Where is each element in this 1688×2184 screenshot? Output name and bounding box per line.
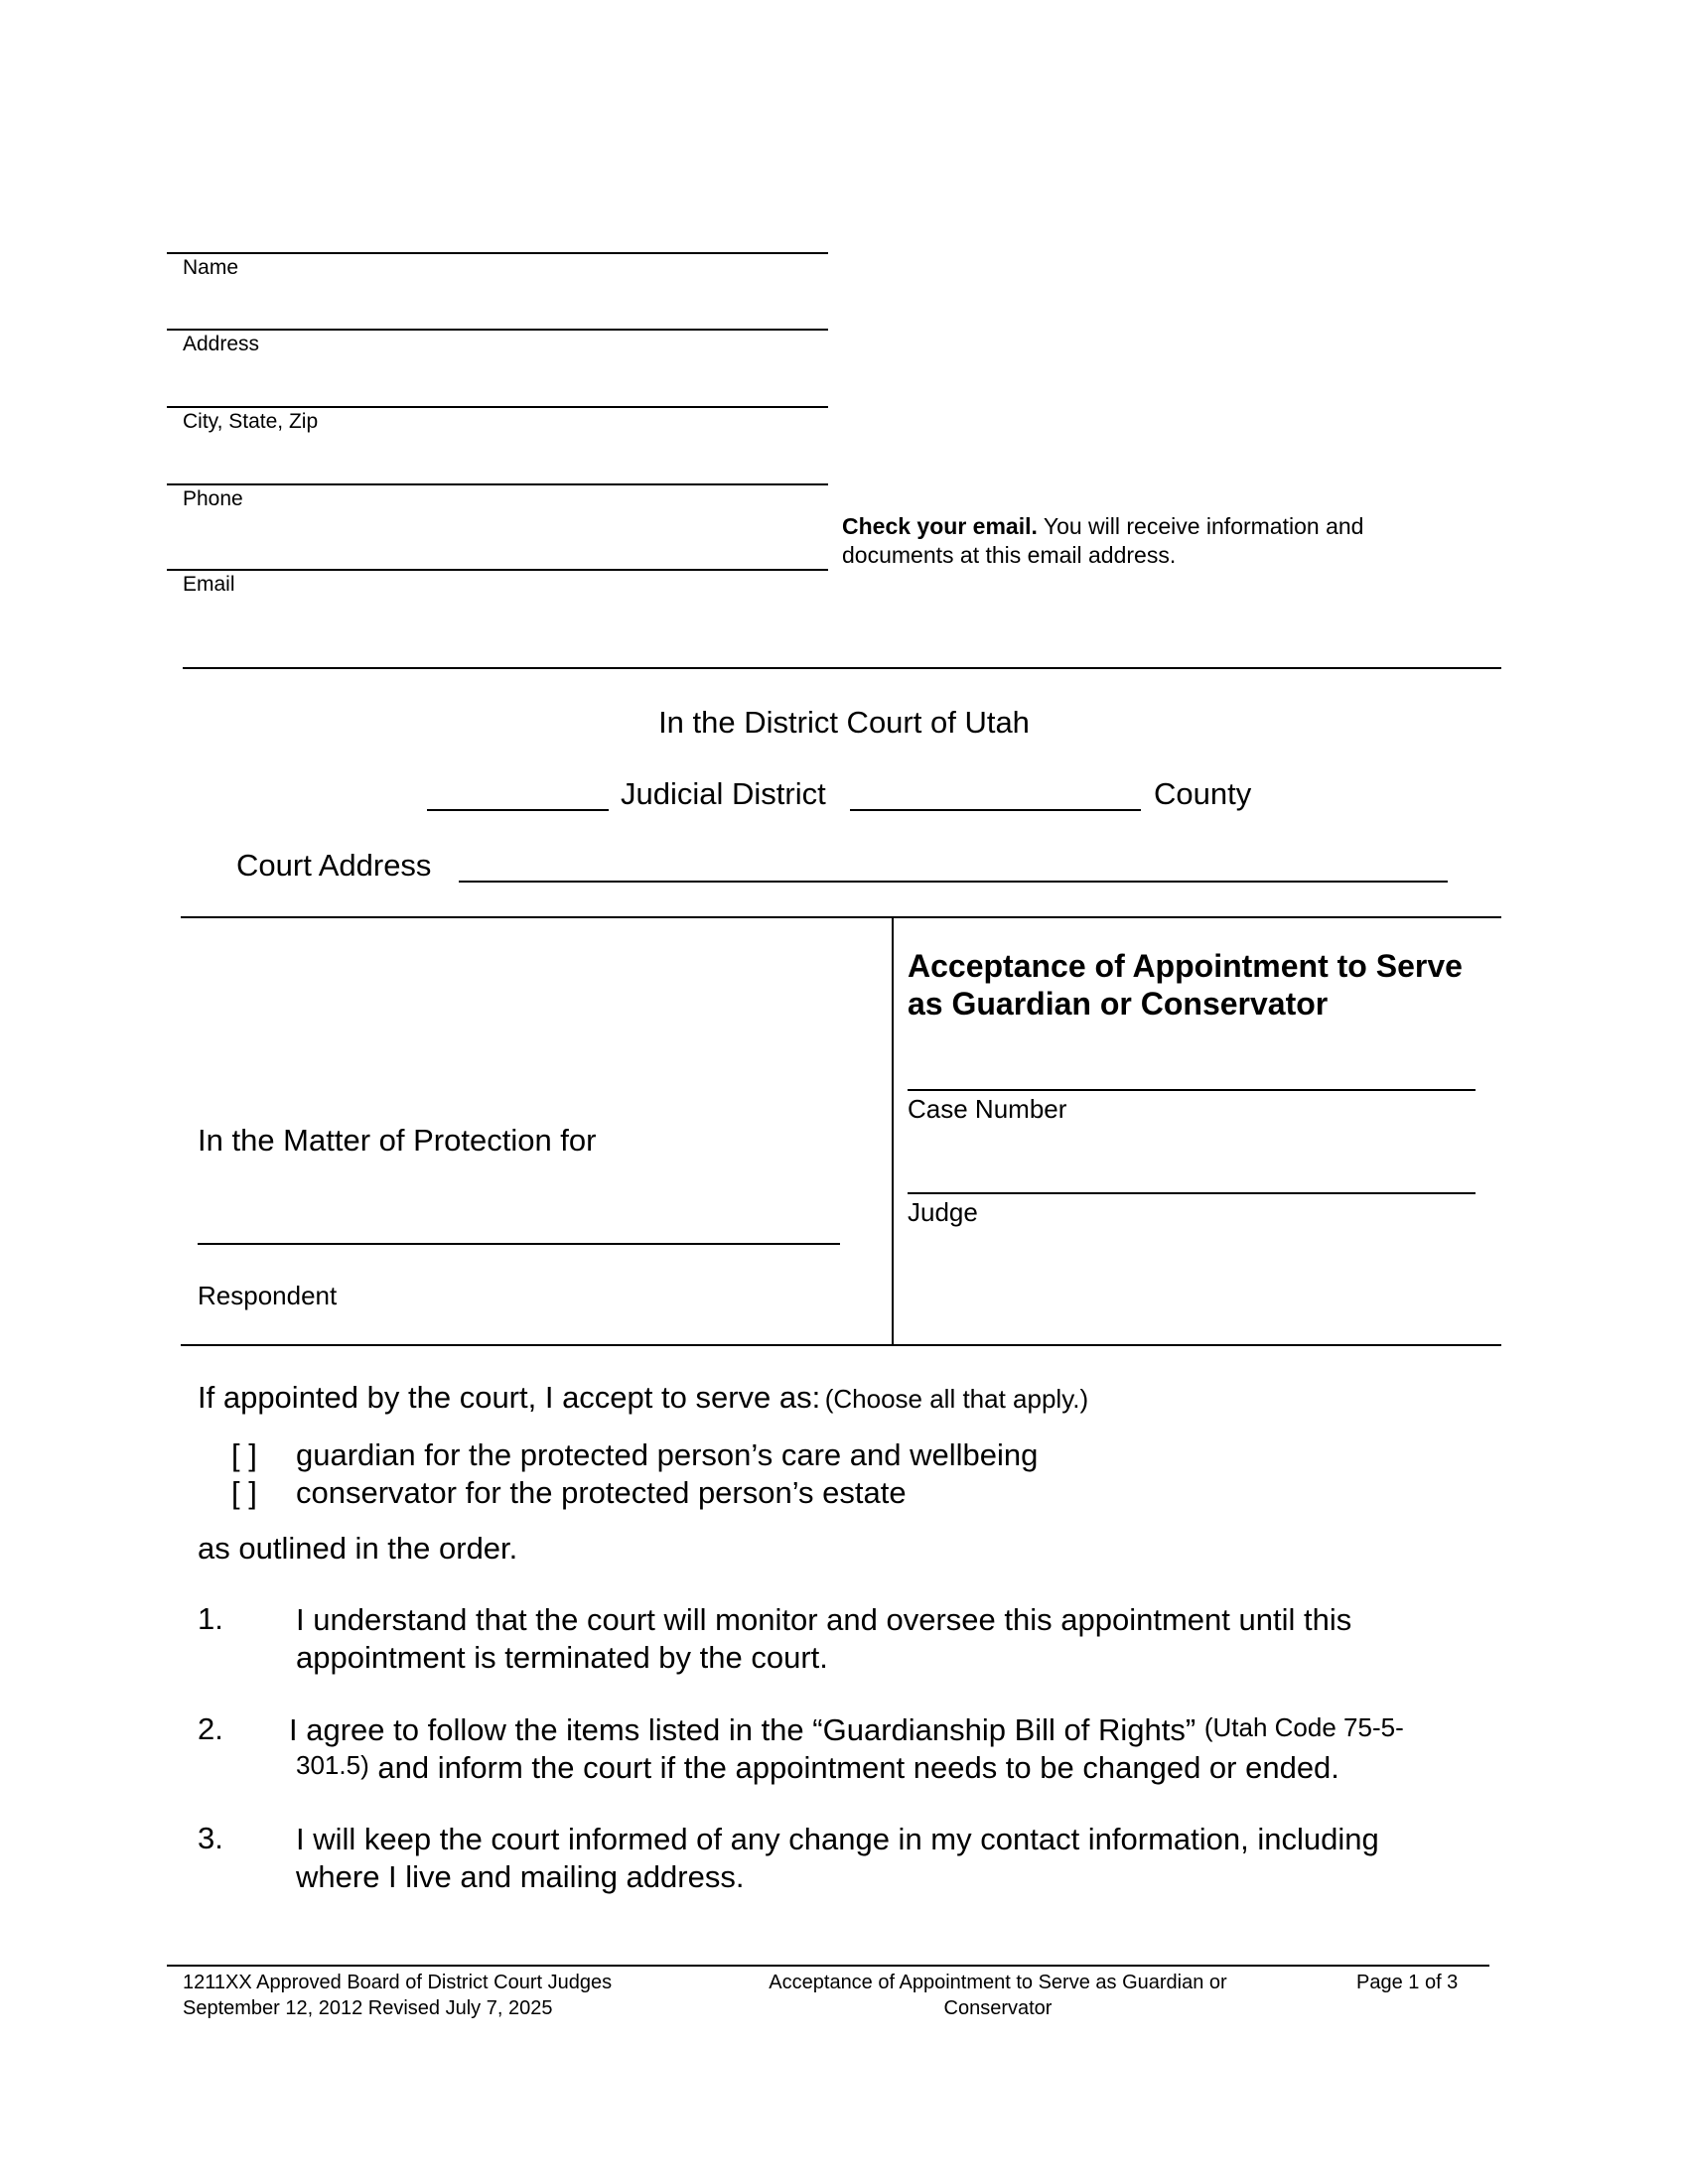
item-2-line1-note: (Utah Code 75-5- — [1203, 1712, 1404, 1742]
court-address-blank[interactable] — [459, 881, 1448, 883]
item-1-number: 1. — [198, 1601, 223, 1636]
county-label: County — [1154, 776, 1252, 811]
footer-left-line2: September 12, 2012 Revised July 7, 2025 — [183, 1997, 553, 2019]
caption-bottom-rule — [181, 1344, 1501, 1346]
outro-text: as outlined in the order. — [198, 1531, 518, 1566]
document-title-line2: as Guardian or Conservator — [908, 986, 1329, 1022]
matter-label: In the Matter of Protection for — [198, 1123, 597, 1158]
item-2-line2: and inform the court if the appointment needs to be changed or ended. — [377, 1750, 1339, 1785]
respondent-label: Respondent — [198, 1281, 338, 1310]
address-label: Address — [183, 333, 260, 355]
intro-line — [198, 1380, 1088, 1416]
caption-divider — [892, 916, 894, 1345]
intro-note: (Choose all that apply.) — [824, 1384, 1089, 1414]
email-line[interactable] — [167, 569, 828, 571]
item-2-line1: I agree to follow the items listed in the “Guardianship Bill of Rights” — [289, 1712, 1196, 1747]
court-top-rule — [183, 667, 1501, 669]
name-line[interactable] — [167, 252, 828, 254]
case-number-line[interactable] — [908, 1089, 1476, 1091]
address-line[interactable] — [167, 329, 828, 331]
respondent-line[interactable] — [198, 1243, 840, 1245]
page-number: Page 1 of 3 — [1356, 1972, 1459, 1993]
footer-rule — [167, 1965, 1489, 1967]
judge-line[interactable] — [908, 1192, 1476, 1194]
item-2-text — [289, 1711, 1404, 1750]
phone-line[interactable] — [167, 483, 828, 485]
item-3-text — [296, 1821, 1379, 1896]
footer-left — [183, 1970, 612, 2021]
case-number-label: Case Number — [908, 1094, 1067, 1124]
email-notice-line2: documents at this email address. — [842, 542, 1177, 568]
item-3-number: 3. — [198, 1821, 223, 1855]
option-conservator — [231, 1475, 907, 1511]
court-address-label: Court Address — [236, 848, 432, 883]
caption-top-rule — [181, 916, 1501, 918]
item-2-number: 2. — [198, 1711, 223, 1746]
judicial-district-label: Judicial District — [621, 776, 826, 811]
option-guardian — [231, 1437, 1038, 1473]
guardian-option-label: guardian for the protected person’s care and wellbeing — [296, 1437, 1039, 1472]
intro-text: If appointed by the court, I accept to serve as: — [198, 1380, 821, 1415]
item-1-line1: I understand that the court will monitor and oversee this appointment until this — [296, 1602, 1352, 1637]
item-2-line2-note: 301.5) — [296, 1750, 369, 1780]
item-1-line2: appointment is terminated by the court. — [296, 1640, 828, 1675]
email-label: Email — [183, 573, 235, 596]
footer-center-line1: Acceptance of Appointment to Serve as Guardian or — [769, 1972, 1227, 1993]
email-notice-bold: Check your email. — [842, 513, 1038, 539]
county-blank[interactable] — [850, 809, 1141, 811]
city-state-zip-label: City, State, Zip — [183, 410, 319, 433]
item-1-text — [296, 1601, 1351, 1677]
judge-label: Judge — [908, 1197, 978, 1227]
conservator-checkbox[interactable]: [ ] — [231, 1475, 257, 1510]
judicial-district-blank[interactable] — [427, 809, 609, 811]
guardian-checkbox[interactable]: [ ] — [231, 1437, 257, 1472]
phone-label: Phone — [183, 487, 243, 510]
footer-center-line2: Conservator — [943, 1997, 1053, 2019]
email-notice — [842, 512, 1363, 570]
document-title — [908, 947, 1463, 1023]
item-3-line1: I will keep the court informed of any change in my contact information, including — [296, 1822, 1379, 1856]
email-notice-rest: You will receive information and — [1037, 513, 1364, 539]
court-heading: In the District Court of Utah — [658, 705, 1030, 740]
item-2-text-line2 — [296, 1749, 1339, 1788]
item-3-line2: where I live and mailing address. — [296, 1859, 745, 1894]
footer-center — [700, 1970, 1296, 2021]
conservator-option-label: conservator for the protected person’s estate — [296, 1475, 907, 1510]
city-state-zip-line[interactable] — [167, 406, 828, 408]
document-title-line1: Acceptance of Appointment to Serve — [908, 948, 1463, 984]
name-label: Name — [183, 256, 239, 279]
footer-left-line1: 1211XX Approved Board of District Court Judges — [183, 1972, 613, 1993]
